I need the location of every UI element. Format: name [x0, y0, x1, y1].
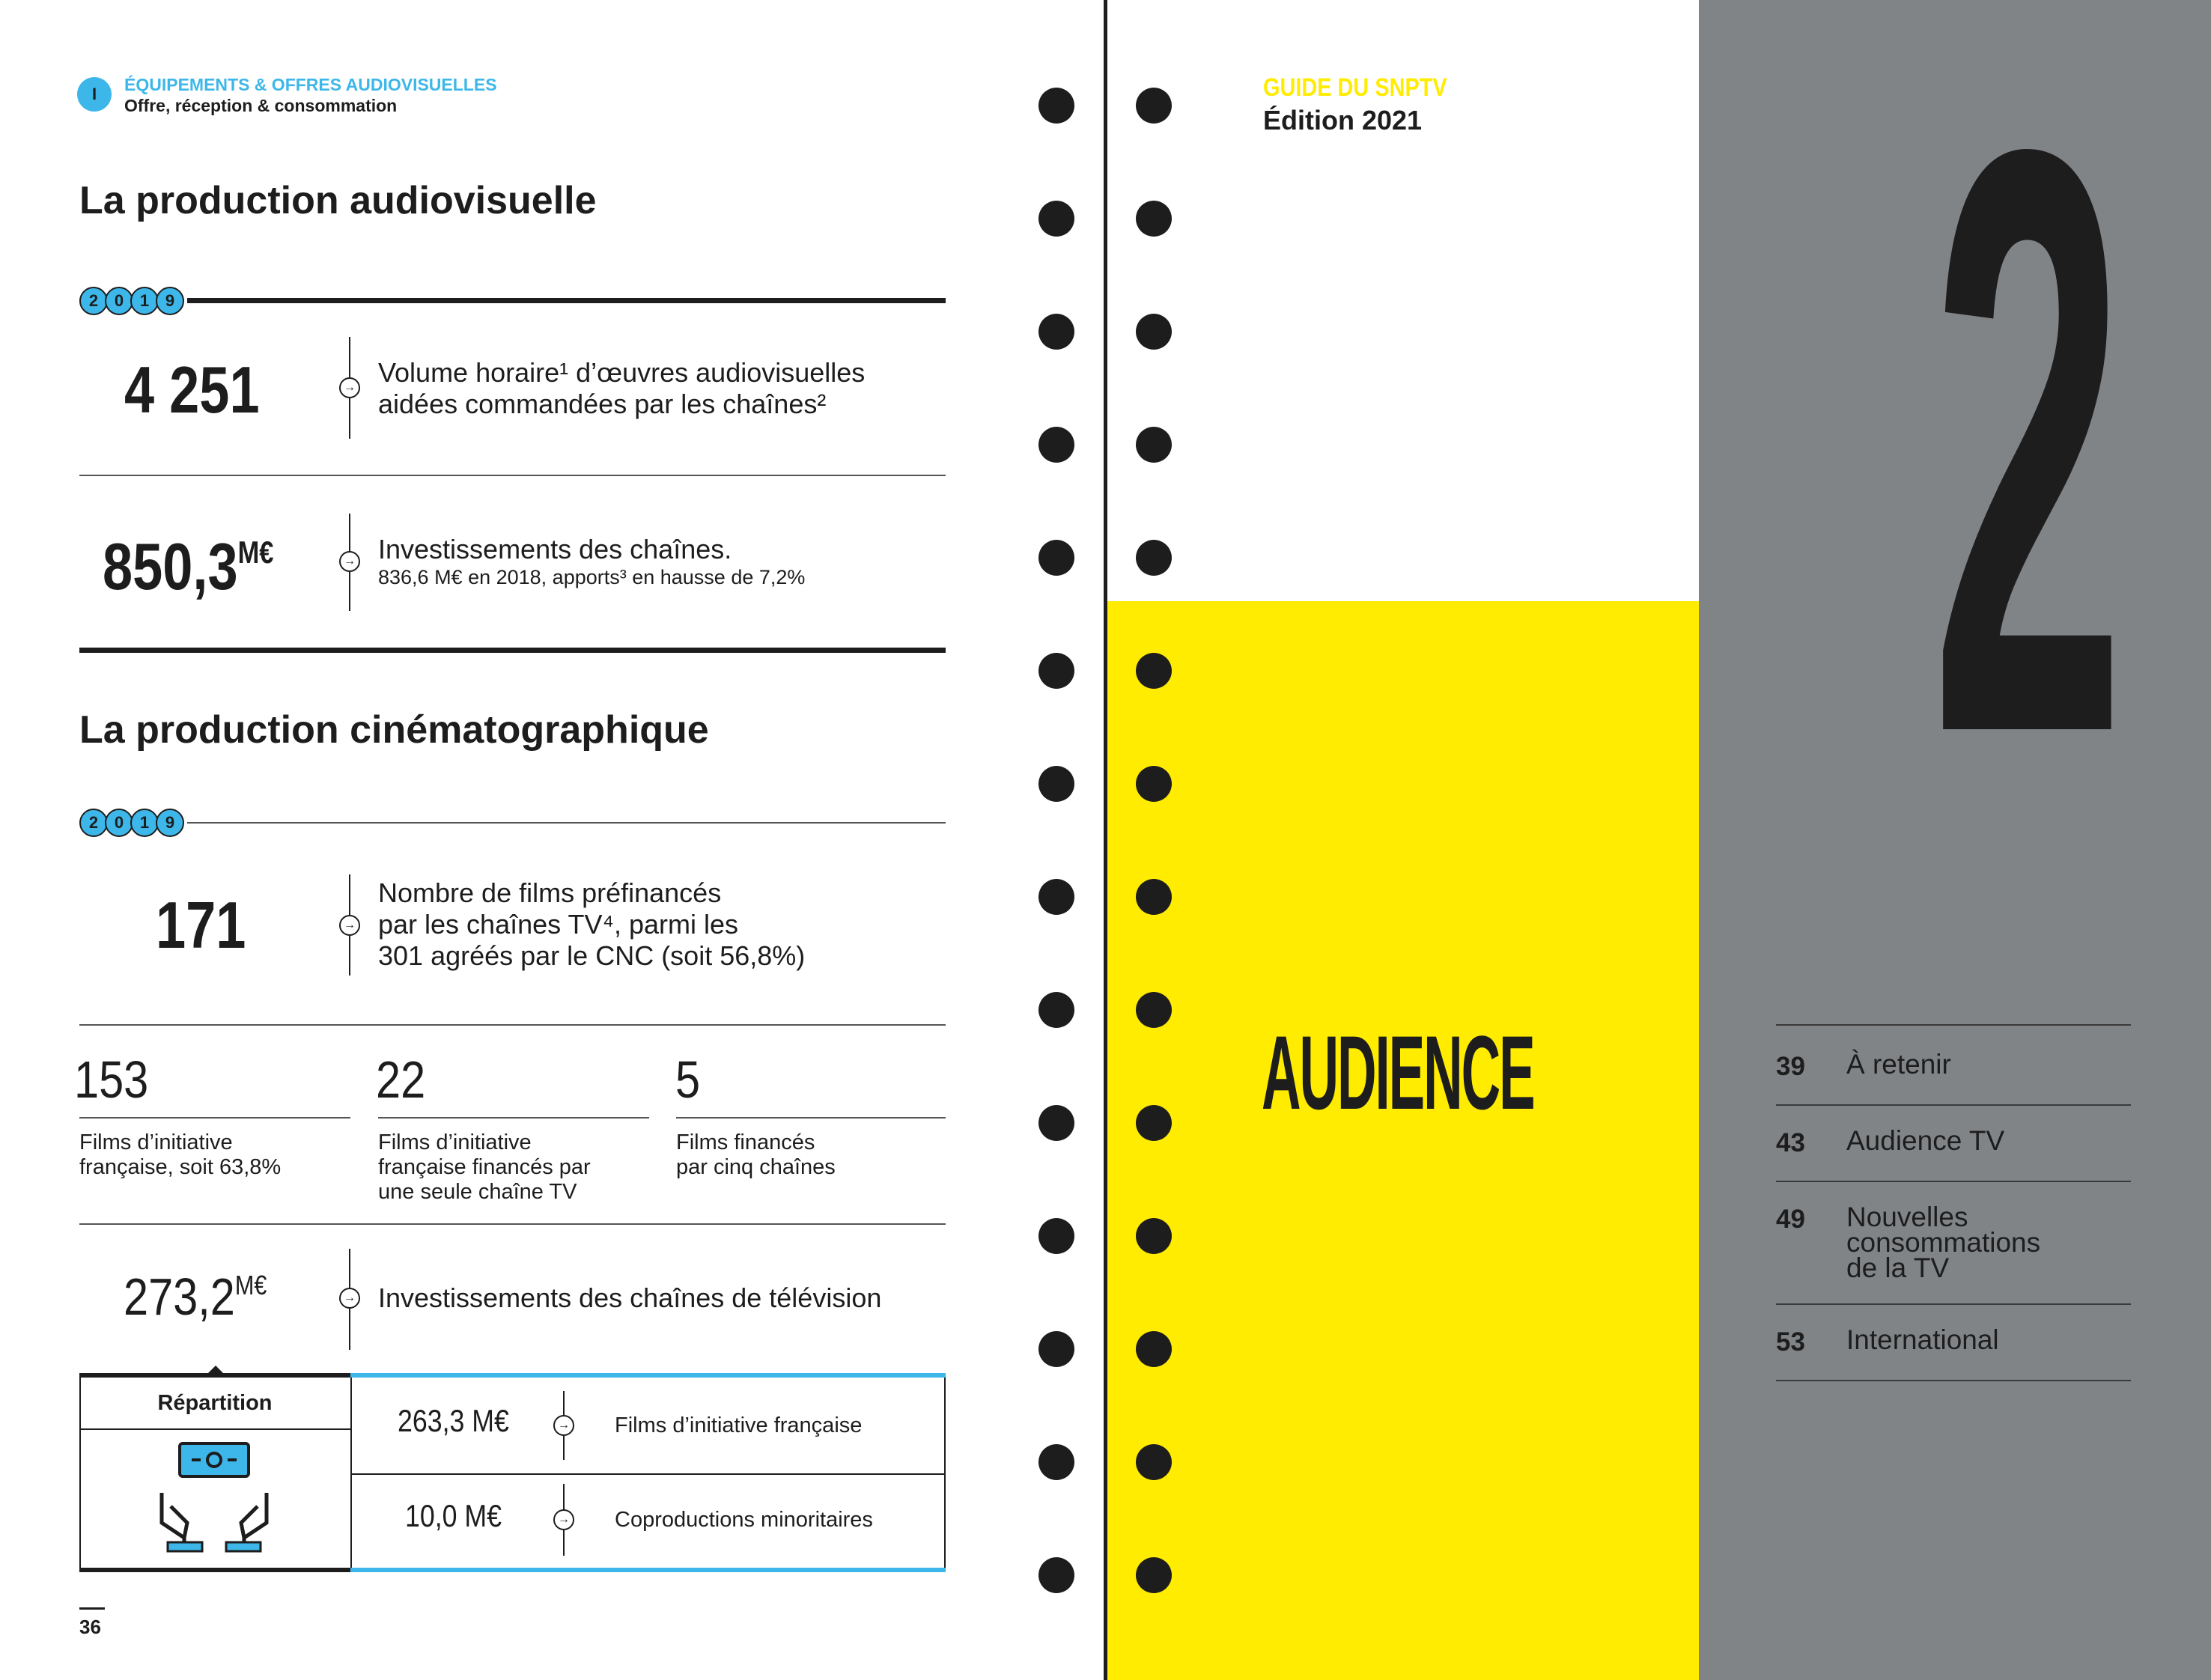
- binding-hole: [1038, 1331, 1074, 1367]
- binding-hole: [1038, 314, 1074, 350]
- label-cell: [79, 1378, 350, 1430]
- binding-hole: [1136, 1105, 1172, 1141]
- binding-hole: [1136, 653, 1172, 689]
- stat-unit: M€: [234, 1270, 267, 1300]
- cell-divider: [350, 1378, 352, 1568]
- guide-title: GUIDE DU SNPTV: [1263, 73, 1447, 102]
- binding-hole: [1136, 201, 1172, 237]
- stat-number: 273,2: [124, 1267, 235, 1326]
- arrow-right-icon: →: [339, 551, 360, 572]
- binding-hole: [1038, 1557, 1074, 1593]
- table-of-contents: [1776, 1024, 2131, 1381]
- repartition-value: 10,0 M€: [405, 1498, 502, 1533]
- column-rule: [676, 1117, 946, 1119]
- binding-hole: [1136, 992, 1172, 1028]
- binding-hole: [1136, 427, 1172, 463]
- year-digit: 1: [130, 287, 159, 315]
- binding-hole: [1136, 1444, 1172, 1480]
- toc-rule: [1776, 1380, 2131, 1381]
- table-bottom-rule-right: [350, 1568, 946, 1572]
- desc-line: par les chaînes TV⁴, parmi les: [378, 909, 739, 940]
- toc-page: 39: [1776, 1052, 1805, 1081]
- binding-hole: [1038, 1105, 1074, 1141]
- binding-hole: [1038, 1444, 1074, 1480]
- left-page: [0, 0, 1078, 1680]
- repartition-table: [79, 1373, 946, 1572]
- toc-page: 49: [1776, 1205, 1805, 1234]
- desc-line: Volume horaire¹ d’œuvres audiovisuelles: [378, 357, 866, 388]
- stat-description: [378, 534, 805, 589]
- desc-line: Nombre de films préfinancés: [378, 877, 722, 908]
- year-badge: [79, 809, 181, 837]
- binding-hole: [1136, 879, 1172, 915]
- toc-label: Audience TV: [1846, 1125, 2005, 1156]
- binding-hole: [1038, 427, 1074, 463]
- toc-item[interactable]: [1776, 1182, 2131, 1303]
- toc-label: À retenir: [1846, 1049, 1951, 1080]
- binding-hole: [1038, 766, 1074, 802]
- chapter-number: 2: [1931, 0, 2126, 906]
- year-digit: 0: [105, 287, 133, 315]
- column-rule: [378, 1117, 649, 1119]
- label-line: par cinq chaînes: [676, 1155, 836, 1179]
- year-digit: 2: [79, 809, 108, 837]
- desc-line: 301 agréés par le CNC (soit 56,8%): [378, 940, 806, 971]
- year-digit: 9: [156, 287, 184, 315]
- label-line: Films d’initiative: [378, 1130, 532, 1154]
- year-digit: 1: [130, 809, 159, 837]
- year-badge: [79, 287, 181, 315]
- desc-line: aidées commandées par les chaînes²: [378, 389, 827, 419]
- column-value: 5: [675, 1050, 701, 1109]
- section-rule: [187, 298, 946, 303]
- binding-hole: [1038, 1218, 1074, 1254]
- section-end-rule: [79, 648, 946, 653]
- toc-page: 53: [1776, 1327, 1805, 1357]
- binding-hole: [1038, 653, 1074, 689]
- binding-holes-left: [1038, 88, 1074, 1585]
- chapter-title: AUDIENCE: [1262, 1014, 1534, 1131]
- label-line: une seule chaîne TV: [378, 1180, 577, 1204]
- binding-hole: [1136, 1557, 1172, 1593]
- toc-item[interactable]: [1776, 1106, 2131, 1181]
- desc-line: 836,6 M€ en 2018, apports³ en hausse de 7,2%: [378, 566, 806, 588]
- pointer-notch: [208, 1366, 223, 1373]
- arrow-right-icon: →: [339, 377, 360, 398]
- table-bottom-rule-left: [79, 1568, 350, 1572]
- arrow-right-icon: →: [553, 1415, 574, 1436]
- label-line: française, soit 63,8%: [79, 1155, 282, 1179]
- toc-label: [1846, 1202, 2041, 1283]
- repartition-value: 263,3 M€: [398, 1403, 509, 1438]
- right-page: [1107, 0, 2211, 1680]
- binding-hole: [1038, 992, 1074, 1028]
- toc-label-line: Nouvelles: [1846, 1202, 1968, 1232]
- row-separator: [79, 475, 946, 476]
- chapter-badge: I: [77, 77, 112, 112]
- header-title: ÉQUIPEMENTS & OFFRES AUDIOVISUELLES: [124, 75, 497, 94]
- repartition-label: Répartition: [157, 1390, 273, 1415]
- section-title-audiovisual: La production audiovisuelle: [79, 179, 597, 222]
- binding-hole: [1038, 540, 1074, 576]
- binding-holes-right: [1136, 88, 1172, 1585]
- section-title-cinema: La production cinématographique: [79, 708, 709, 752]
- binding-hole: [1136, 540, 1172, 576]
- column-label: [676, 1130, 836, 1180]
- row-separator: [79, 1024, 946, 1026]
- stat-number: 850,3: [103, 529, 238, 603]
- toc-item[interactable]: [1776, 1305, 2131, 1380]
- row-separator: [350, 1473, 946, 1475]
- repartition-row-label: Films d’initiative française: [615, 1413, 863, 1437]
- stat-value: 171: [156, 888, 246, 962]
- binding-hole: [1136, 766, 1172, 802]
- stat-value: [103, 529, 273, 605]
- section-rule: [187, 822, 946, 824]
- header-subtitle: Offre, réception & consommation: [124, 96, 398, 115]
- binding-hole: [1136, 88, 1172, 124]
- repartition-row-label: Coproductions minoritaires: [615, 1508, 873, 1532]
- edition-label: Édition 2021: [1263, 105, 1423, 136]
- label-line: Films financés: [676, 1130, 815, 1154]
- page-number: 36: [79, 1616, 101, 1638]
- label-line: française financés par: [378, 1155, 591, 1179]
- desc-line: Investissements des chaînes.: [378, 534, 732, 564]
- binding-hole: [1136, 1218, 1172, 1254]
- toc-label-line: de la TV: [1846, 1253, 1950, 1283]
- yellow-panel: [1107, 601, 1699, 1680]
- year-digit: 2: [79, 287, 108, 315]
- stat-value: [124, 1267, 267, 1327]
- year-digit: 9: [156, 809, 184, 837]
- toc-page: 43: [1776, 1128, 1805, 1157]
- arrow-right-icon: →: [339, 915, 360, 936]
- stat-description: Investissements des chaînes de télévision: [378, 1282, 882, 1313]
- row-separator: [79, 1223, 946, 1225]
- column-label: [79, 1130, 281, 1180]
- year-digit: 0: [105, 809, 133, 837]
- arrow-right-icon: →: [339, 1288, 360, 1309]
- binding-hole: [1136, 1331, 1172, 1367]
- column-value: 153: [74, 1050, 149, 1109]
- binding-hole: [1136, 314, 1172, 350]
- arrow-right-icon: →: [553, 1509, 574, 1530]
- page-number-rule: [79, 1607, 105, 1610]
- toc-item[interactable]: [1776, 1026, 2131, 1104]
- column-label: [378, 1130, 591, 1205]
- stat-description: [378, 877, 805, 972]
- binding-hole: [1038, 88, 1074, 124]
- stat-description: [378, 357, 865, 420]
- money-hands-icon: [154, 1440, 274, 1553]
- stat-value: 4 251: [124, 353, 260, 427]
- label-line: Films d’initiative: [79, 1130, 233, 1154]
- stat-unit: M€: [237, 535, 274, 570]
- column-value: 22: [376, 1050, 426, 1109]
- toc-label-line: consommations: [1846, 1227, 2041, 1258]
- binding-hole: [1038, 879, 1074, 915]
- toc-label: International: [1846, 1324, 1999, 1355]
- binding-hole: [1038, 201, 1074, 237]
- column-rule: [79, 1117, 350, 1119]
